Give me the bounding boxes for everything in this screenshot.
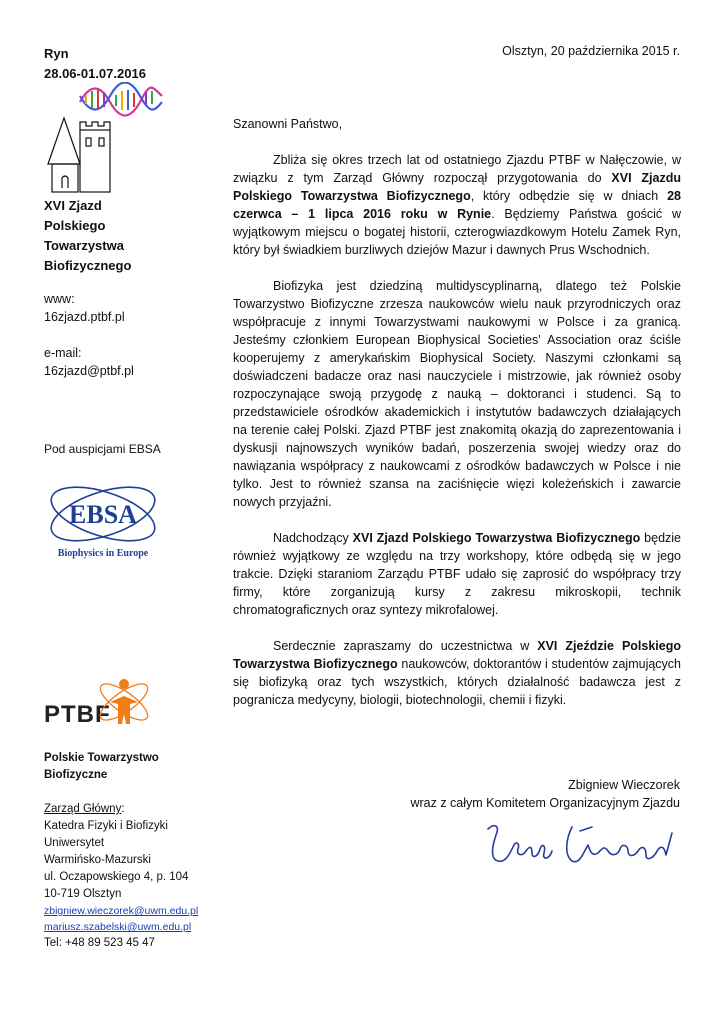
signer-committee: wraz z całym Komitetem Organizacyjnym Zjazdu: [410, 796, 680, 810]
text-run-bold: XVI Zjazd Polskiego Towarzystwa Biofizycznego: [352, 531, 641, 545]
text-run: naukowców, doktorantów i studentów zajmujących się biofizyką oraz tych wszystkich, których działalność badawcza jest z pogranicza medycyny, biologii, biotechnologii, chemii i fizyki.: [233, 657, 681, 707]
letter-paragraph: [233, 529, 681, 619]
address-line: Katedra Fizyki i Biofizyki: [44, 820, 168, 832]
ebsa-logo-subtitle: Biophysics in Europe: [57, 548, 149, 559]
organization-info: [44, 750, 234, 952]
text-run: . Będziemy Państwa gościć w wyjątkowym miejscu o bogatej historii, czterogwiazdkowym Hotelu Zamek Ryn, który był świadkiem burzliwych dziejów Mazur i dawnych Prus Wschodnich.: [233, 207, 681, 257]
ebsa-logo-text: EBSA: [69, 500, 137, 529]
letter-greeting: Szanowni Państwo,: [233, 117, 343, 131]
text-run: będzie również wyjątkowy ze względu na trzy workshopy, które odbędą się w jego trakcie. Dzięki staraniom Zarządu PTBF udało się zaprosić do współpracy trzy firmy, które zorganizują kursy z zakresu mikroskopii, technik chromatograficznych oraz syntezy mikrofalowej.: [233, 531, 681, 617]
email-block: [44, 344, 134, 380]
text-run: Serdecznie zapraszamy do uczestnictwa w: [273, 639, 538, 653]
signature-block: [410, 776, 680, 812]
event-name-line: Biofizycznego: [44, 258, 132, 273]
castle-dna-logo: [44, 82, 164, 194]
text-run: , który odbędzie się w dniach: [470, 189, 668, 203]
auspices-text: Pod auspicjami EBSA: [44, 442, 161, 456]
phone-number: Tel: +48 89 523 45 47: [44, 937, 155, 949]
text-run-bold: XVI Zjazdu Polskiego Towarzystwa Biofizycznego: [233, 171, 682, 203]
text-run: Nadchodzący: [273, 531, 353, 545]
website-block: [44, 290, 125, 326]
handwritten-signature: [480, 815, 680, 873]
event-name-line: Polskiego: [44, 218, 106, 233]
text-run-bold: XVI Zjeździe Polskiego Towarzystwa Biofizycznego: [233, 639, 681, 671]
signer-name: Zbigniew Wieczorek: [568, 778, 680, 792]
board-heading: [44, 801, 234, 818]
text-run: Zbliża się okres trzech lat od ostatniego Zjazdu PTBF w Nałęczowie, w związku z tym Zarząd Główny rozpoczął przygotowania do: [233, 153, 681, 185]
letter-paragraph: [233, 637, 681, 709]
event-name-line: Towarzystwa: [44, 238, 124, 253]
board-label: Zarząd Główny: [44, 803, 122, 815]
address-line: ul. Oczapowskiego 4, p. 104: [44, 871, 189, 883]
org-name: Biofizyczne: [44, 769, 108, 781]
event-name-line: XVI Zjazd: [44, 198, 102, 213]
text-run-bold: 28 czerwca – 1 lipca 2016 roku w Rynie: [233, 189, 681, 221]
ptbf-logo-text: PTBF: [44, 701, 111, 728]
email-link[interactable]: 16zjazd@ptbf.pl: [44, 364, 134, 378]
contact-email-link[interactable]: mariusz.szabelski@uwm.edu.pl: [44, 921, 192, 933]
event-name: [44, 196, 204, 276]
event-place-dates: [44, 44, 224, 84]
board-colon: :: [121, 803, 125, 815]
address-line: Uniwersytet: [44, 837, 105, 849]
ebsa-logo: [44, 476, 162, 562]
org-name: Polskie Towarzystwo: [44, 752, 159, 764]
address-line: Warmińsko-Mazurski: [44, 854, 151, 866]
event-dates: 28.06-01.07.2016: [44, 66, 146, 81]
event-place: Ryn: [44, 46, 69, 61]
letter-paragraph: [233, 151, 681, 259]
email-label: e-mail:: [44, 346, 82, 360]
letter-date: Olsztyn, 20 października 2015 r.: [502, 44, 680, 58]
letter-paragraph: Biofizyka jest dziedziną multidyscyplinarną, dlatego też Polskie Towarzystwo Biofizyczne zrzesza naukowców wielu nauk przyrodniczych oraz współpracuje z innymi Towarzystwami naukowymi w Polsce i za granicą. Jesteśmy członkiem European Biophysical Societies' Association oraz ściśle kooperujemy z amerykańskim Biophysical Society. Naszymi członkami są doświadczeni badacze oraz nasi nauczyciele i mistrzowie, jak również osoby rozpoczynające swoją przygodę z nauką – doktoranci i studenci. Są to przedstawiciele ośrodków akademickich i instytutów badawczych działających na terenie całej Polski. Zjazd PTBF jest znakomitą okazją do zaprezentowania i dyskusji najnowszych wyników badań, poszerzenia swojej wiedzy oraz do nawiązania współpracy z naukowcami z ośrodków badawczych w Polsce i nie tylko. Jest to również szansa na zaciśnięcie więzi koleżeńskich i zawarcie nowych przyjaźni.: [233, 279, 681, 509]
contact-email-link[interactable]: zbigniew.wieczorek@uwm.edu.pl: [44, 905, 199, 917]
ptbf-logo: [44, 672, 168, 740]
letter-body: [233, 115, 681, 727]
website-label: www:: [44, 292, 75, 306]
website-link[interactable]: 16zjazd.ptbf.pl: [44, 310, 125, 324]
address-line: 10-719 Olsztyn: [44, 888, 122, 900]
